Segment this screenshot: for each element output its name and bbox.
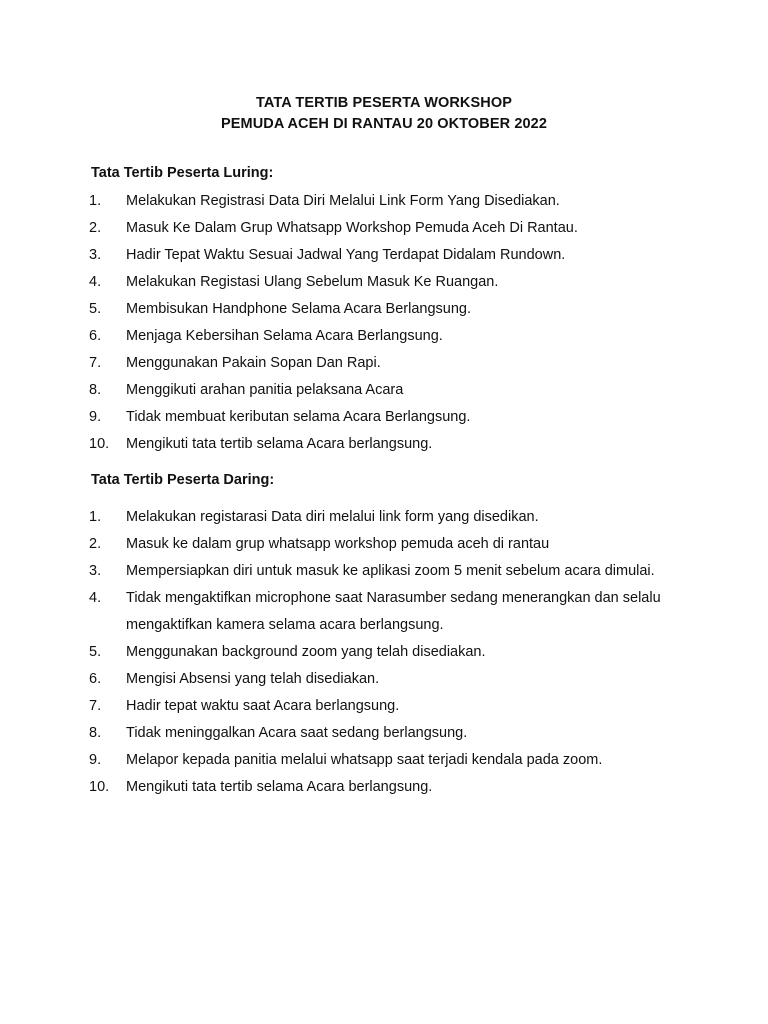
item-number: 1. — [89, 509, 102, 525]
item-text: Tidak mengaktifkan microphone saat Narasumber sedang menerangkan dan selalu mengaktifkan kamera selama acara berlangsung. — [126, 590, 661, 633]
item-number: 4. — [89, 590, 102, 606]
daring-heading: Tata Tertib Peserta Daring: — [91, 472, 275, 488]
item-text: Menggikuti arahan panitia pelaksana Acara — [126, 382, 404, 398]
item-text: Melakukan Registasi Ulang Sebelum Masuk Ke Ruangan. — [126, 274, 499, 290]
list-item — [0, 436, 768, 463]
item-text: Mengikuti tata tertib selama Acara berlangsung. — [126, 779, 433, 795]
item-number: 10. — [89, 779, 110, 795]
item-text: Menggunakan Pakain Sopan Dan Rapi. — [126, 355, 381, 371]
item-number: 3. — [89, 247, 102, 263]
item-number: 1. — [89, 193, 102, 209]
item-text: Melapor kepada panitia melalui whatsapp saat terjadi kendala pada zoom. — [126, 752, 603, 768]
item-number: 9. — [89, 752, 102, 768]
item-number: 8. — [89, 382, 102, 398]
luring-heading: Tata Tertib Peserta Luring: — [91, 165, 274, 181]
item-text: Melakukan registarasi Data diri melalui link form yang disedikan. — [126, 509, 539, 525]
item-number: 7. — [89, 355, 102, 371]
item-number: 7. — [89, 698, 102, 714]
item-number: 6. — [89, 671, 102, 687]
item-number: 6. — [89, 328, 102, 344]
item-number: 3. — [89, 563, 102, 579]
item-text: Masuk Ke Dalam Grup Whatsapp Workshop Pemuda Aceh Di Rantau. — [126, 220, 578, 236]
document-title-line-1: TATA TERTIB PESERTA WORKSHOP — [255, 95, 512, 111]
item-number: 8. — [89, 725, 102, 741]
luring-rules-list — [0, 193, 768, 463]
list-item — [0, 590, 768, 644]
item-text: Membisukan Handphone Selama Acara Berlangsung. — [126, 301, 471, 317]
item-number: 9. — [89, 409, 102, 425]
item-text: Mengisi Absensi yang telah disediakan. — [126, 671, 380, 687]
item-number: 5. — [89, 301, 102, 317]
item-text: Tidak meninggalkan Acara saat sedang berlangsung. — [126, 725, 468, 741]
item-text: Mempersiapkan diri untuk masuk ke aplikasi zoom 5 menit sebelum acara dimulai. — [126, 563, 655, 579]
document-title-line-2: PEMUDA ACEH DI RANTAU 20 OKTOBER 2022 — [221, 116, 547, 132]
item-text: Hadir Tepat Waktu Sesuai Jadwal Yang Terdapat Didalam Rundown. — [126, 247, 566, 263]
list-item — [0, 779, 768, 806]
item-text: Mengikuti tata tertib selama Acara berlangsung. — [126, 436, 433, 452]
item-number: 5. — [89, 644, 102, 660]
item-number: 2. — [89, 220, 102, 236]
item-text: Masuk ke dalam grup whatsapp workshop pemuda aceh di rantau — [126, 536, 550, 552]
item-number: 10. — [89, 436, 110, 452]
item-text: Menggunakan background zoom yang telah disediakan. — [126, 644, 486, 660]
daring-rules-list — [0, 509, 768, 806]
item-number: 2. — [89, 536, 102, 552]
item-text: Tidak membuat keributan selama Acara Berlangsung. — [126, 409, 471, 425]
item-number: 4. — [89, 274, 102, 290]
item-text: Hadir tepat waktu saat Acara berlangsung. — [126, 698, 400, 714]
item-text: Melakukan Registrasi Data Diri Melalui Link Form Yang Disediakan. — [126, 193, 560, 209]
item-text: Menjaga Kebersihan Selama Acara Berlangsung. — [126, 328, 443, 344]
